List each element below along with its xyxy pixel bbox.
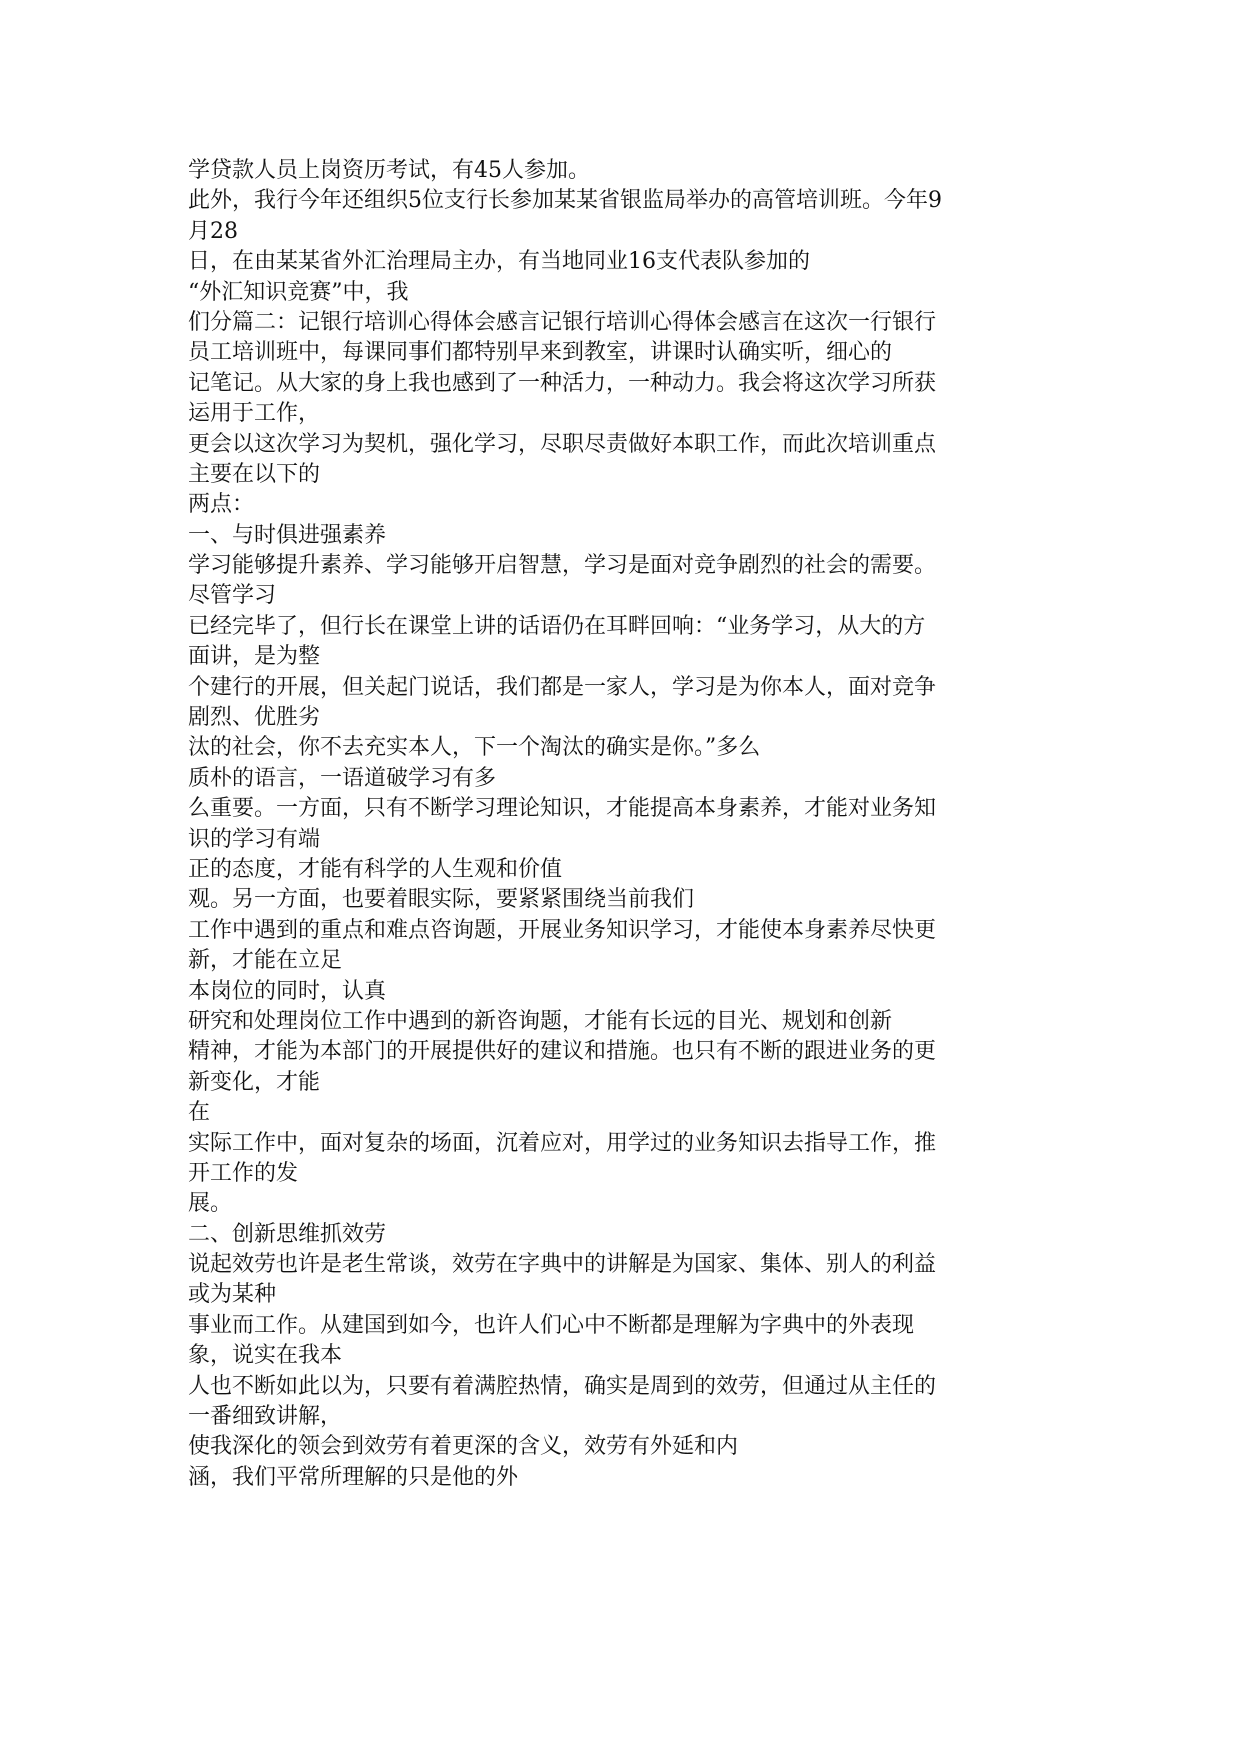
text-line: 展。 bbox=[188, 1191, 233, 1217]
text-line: 个建行的开展，但关起门说话，我们都是一家人，学习是为你本人，面对竞争 bbox=[188, 674, 937, 700]
text-line: 运用于工作， bbox=[188, 401, 321, 427]
text-line: 实际工作中，面对复杂的场面，沉着应对，用学过的业务知识去指导工作，推 bbox=[188, 1130, 937, 1156]
text-line: 记笔记。从大家的身上我也感到了一种活力，一种动力。我会将这次学习所获 bbox=[188, 370, 937, 396]
text-line: 更会以这次学习为契机，强化学习，尽职尽责做好本职工作，而此次培训重点 bbox=[188, 431, 937, 457]
text-line: 一、与时俱进强素养 bbox=[188, 522, 387, 548]
text-line: 精神，才能为本部门的开展提供好的建议和措施。也只有不断的跟进业务的更 bbox=[188, 1039, 937, 1065]
document-body bbox=[188, 156, 1068, 1493]
text-line: 在 bbox=[188, 1100, 211, 1126]
text-line: 们分篇二：记银行培训心得体会感言记银行培训心得体会感言在这次一行银行 bbox=[188, 309, 937, 335]
text-line: 质朴的语言，一语道破学习有多 bbox=[188, 765, 497, 791]
text-line: 观。另一方面，也要着眼实际，要紧紧围绕当前我们 bbox=[188, 887, 695, 913]
text-line: 已经完毕了，但行长在课堂上讲的话语仍在耳畔回响：“业务学习，从大的方 bbox=[188, 613, 926, 639]
text-line: 二、创新思维抓效劳 bbox=[188, 1221, 387, 1247]
text-line: 面讲，是为整 bbox=[188, 644, 321, 670]
text-line: 么重要。一方面，只有不断学习理论知识，才能提高本身素养，才能对业务知 bbox=[188, 796, 937, 822]
text-line: 月28 bbox=[188, 218, 238, 244]
text-line: 象，说实在我本 bbox=[188, 1343, 343, 1369]
text-line: 使我深化的领会到效劳有着更深的含义，效劳有外延和内 bbox=[188, 1434, 739, 1460]
text-line: 尽管学习 bbox=[188, 583, 277, 609]
text-line: 学习能够提升素养、学习能够开启智慧，学习是面对竞争剧烈的社会的需要。 bbox=[188, 553, 937, 579]
text-line: 一番细致讲解， bbox=[188, 1404, 343, 1430]
text-line: 员工培训班中，每课同事们都特别早来到教室，讲课时认确实听，细心的 bbox=[188, 340, 893, 366]
text-line: 或为某种 bbox=[188, 1282, 277, 1308]
text-line: 此外，我行今年还组织5位支行长参加某某省银监局举办的高管培训班。今年9 bbox=[188, 188, 942, 214]
text-line: 说起效劳也许是老生常谈，效劳在字典中的讲解是为国家、集体、别人的利益 bbox=[188, 1252, 937, 1278]
text-line: 人也不断如此以为，只要有着满腔热情，确实是周到的效劳，但通过从主任的 bbox=[188, 1373, 937, 1399]
text-line: 日，在由某某省外汇治理局主办，有当地同业16支代表队参加的 bbox=[188, 249, 810, 275]
text-line: 识的学习有端 bbox=[188, 826, 321, 852]
text-line: 新变化，才能 bbox=[188, 1069, 321, 1095]
text-line: 学贷款人员上岗资历考试，有45人参加。 bbox=[188, 158, 590, 183]
text-line: 研究和处理岗位工作中遇到的新咨询题，才能有长远的目光、规划和创新 bbox=[188, 1008, 893, 1034]
text-line: 事业而工作。从建国到如今，也许人们心中不断都是理解为字典中的外表现 bbox=[188, 1312, 915, 1338]
text-line: 开工作的发 bbox=[188, 1160, 299, 1186]
text-line: 本岗位的同时，认真 bbox=[188, 978, 387, 1004]
text-line: 剧烈、优胜劣 bbox=[188, 705, 321, 731]
text-line: 新，才能在立足 bbox=[188, 948, 343, 974]
text-line: “外汇知识竞赛”中，我 bbox=[188, 279, 409, 305]
text-line: 工作中遇到的重点和难点咨询题，开展业务知识学习，才能使本身素养尽快更 bbox=[188, 917, 937, 943]
text-line: 两点： bbox=[188, 492, 255, 518]
text-line: 正的态度，才能有科学的人生观和价值 bbox=[188, 856, 563, 882]
text-line: 主要在以下的 bbox=[188, 461, 321, 487]
text-line: 涵，我们平常所理解的只是他的外 bbox=[188, 1464, 519, 1490]
text-line: 汰的社会，你不去充实本人，下一个淘汰的确实是你。”多么 bbox=[188, 735, 761, 761]
